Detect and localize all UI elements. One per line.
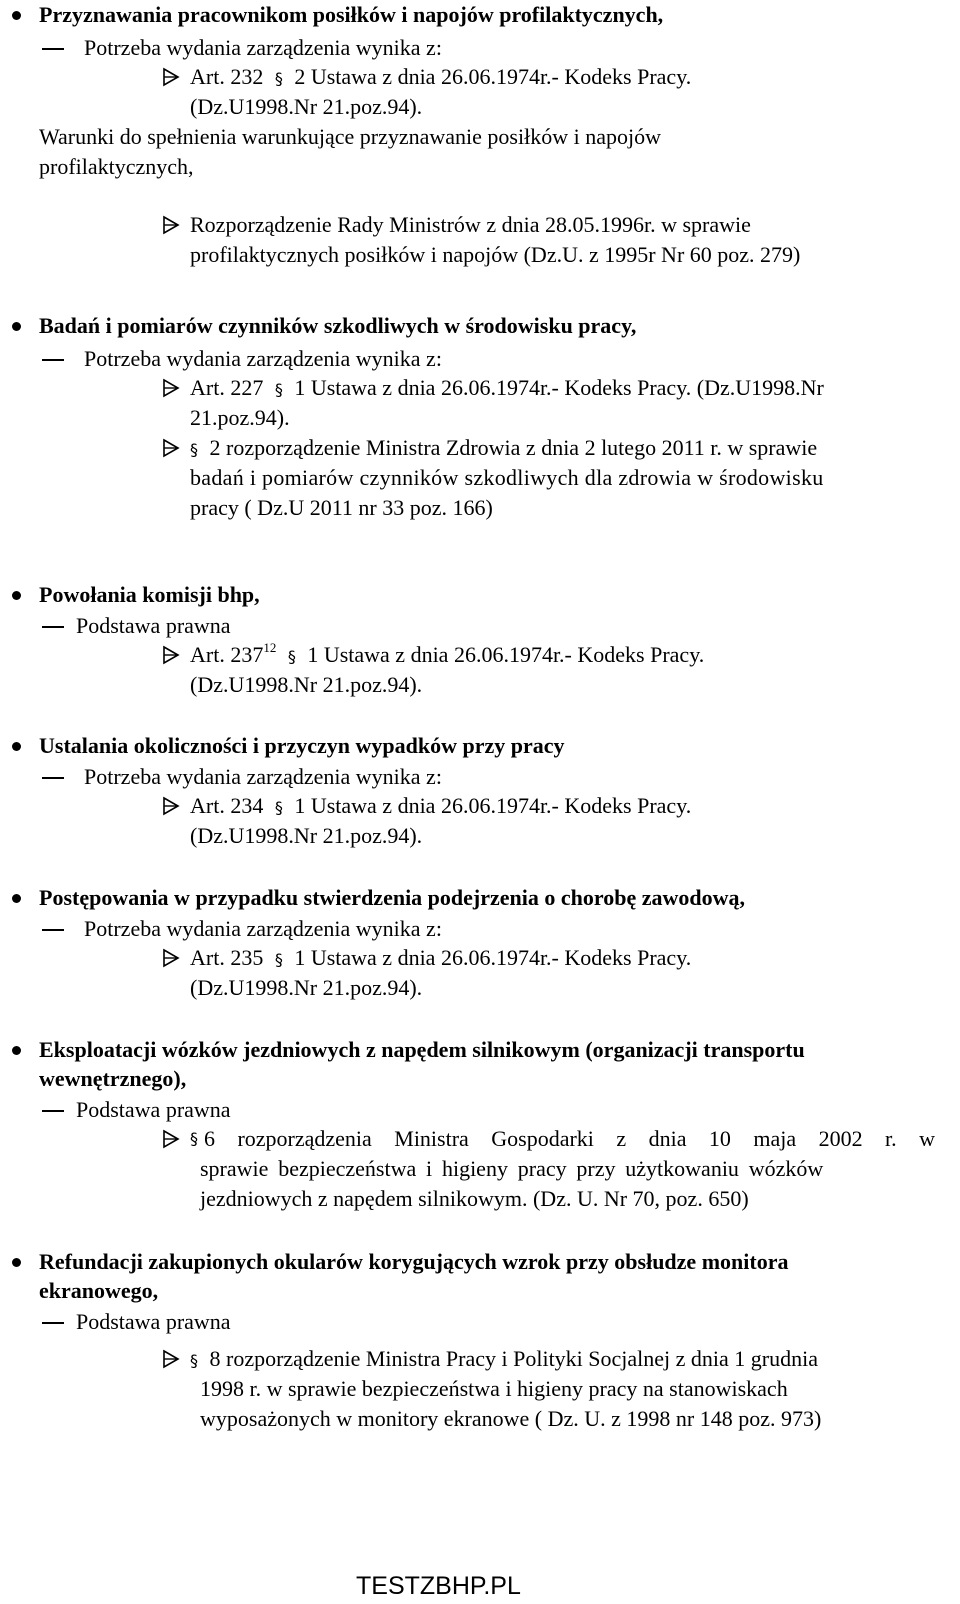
- article-superscript: 12: [263, 639, 277, 655]
- section-subheading: Podstawa prawna: [76, 613, 231, 638]
- section-sign-icon: §: [274, 69, 283, 88]
- article-text: 2 rozporządzenie Ministra Zdrowia z dnia 2 lutego 2011 r. w sprawie: [209, 435, 818, 460]
- arrow-bullet-icon: [162, 438, 180, 458]
- arrow-bullet-icon: [162, 1129, 180, 1149]
- article-number: Art. 234: [190, 793, 264, 818]
- article-text: 1 Ustawa z dnia 26.06.1974r.- Kodeks Pracy.: [294, 945, 692, 970]
- section-heading: Przyznawania pracownikom posiłków i napojów profilaktycznych,: [39, 2, 664, 27]
- arrow-bullet-icon: [162, 215, 180, 235]
- section-heading: Postępowania w przypadku stwierdzenia podejrzenia o chorobę zawodową,: [39, 885, 746, 910]
- section-heading: Eksploatacji wózków jezdniowych z napędem silnikowym (organizacji transportu: [39, 1037, 805, 1062]
- section-subheading: Potrzeba wydania zarządzenia wynika z:: [84, 346, 442, 371]
- dash-icon: [42, 626, 64, 628]
- legal-reference-continuation: sprawie bezpieczeństwa i higieny pracy przy użytkowaniu wózków: [200, 1156, 824, 1181]
- arrow-bullet-icon: [162, 948, 180, 968]
- legal-reference: [190, 433, 817, 465]
- legal-reference: [190, 373, 824, 405]
- section-sign-icon: §: [274, 380, 283, 399]
- legal-reference-continuation: 1998 r. w sprawie bezpieczeństwa i higieny pracy na stanowiskach: [200, 1376, 788, 1401]
- legal-reference: [190, 1344, 818, 1376]
- article-text: 1 Ustawa z dnia 26.06.1974r.- Kodeks Pracy.: [294, 793, 692, 818]
- section-sign-icon: §: [190, 1129, 198, 1148]
- legal-reference-continuation: (Dz.U1998.Nr 21.poz.94).: [190, 94, 423, 119]
- legal-reference-continuation: profilaktycznych posiłków i napojów (Dz.U. z 1995r Nr 60 poz. 279): [190, 242, 801, 267]
- article-text: 6 rozporządzenia Ministra Gospodarki z dnia 10 maja 2002 r. w: [204, 1126, 935, 1151]
- dash-icon: [42, 359, 64, 361]
- section-subheading: Podstawa prawna: [76, 1309, 231, 1334]
- article-number: Art. 227: [190, 375, 264, 400]
- article-text: 2 Ustawa z dnia 26.06.1974r.- Kodeks Pracy.: [294, 64, 692, 89]
- section-sign-icon: §: [287, 647, 296, 666]
- dash-icon: [42, 1110, 64, 1112]
- arrow-bullet-icon: [162, 645, 180, 665]
- section-heading: Ustalania okoliczności i przyczyn wypadków przy pracy: [39, 733, 565, 758]
- legal-reference: [190, 640, 704, 672]
- section-subheading: Potrzeba wydania zarządzenia wynika z:: [84, 916, 442, 941]
- legal-reference-continuation: (Dz.U1998.Nr 21.poz.94).: [190, 672, 423, 697]
- section-heading-continuation: ekranowego,: [39, 1278, 159, 1303]
- section-heading: Powołania komisji bhp,: [39, 582, 260, 607]
- section-sign-icon: §: [274, 798, 283, 817]
- section-subheading: Podstawa prawna: [76, 1097, 231, 1122]
- bullet-icon: [12, 1046, 21, 1055]
- section-sign-icon: §: [190, 440, 198, 459]
- bullet-icon: [12, 742, 21, 751]
- arrow-bullet-icon: [162, 378, 180, 398]
- legal-reference: [190, 791, 691, 823]
- legal-reference: [190, 62, 691, 94]
- dash-icon: [42, 48, 64, 50]
- section-sign-icon: §: [274, 950, 283, 969]
- legal-reference-continuation: pracy ( Dz.U 2011 nr 33 poz. 166): [190, 495, 493, 520]
- bullet-icon: [12, 591, 21, 600]
- dash-icon: [42, 929, 64, 931]
- bullet-icon: [12, 1258, 21, 1267]
- article-text: 1 Ustawa z dnia 26.06.1974r.- Kodeks Pracy. (Dz.U1998.Nr: [294, 375, 824, 400]
- legal-reference: Rozporządzenie Rady Ministrów z dnia 28.05.1996r. w sprawie: [190, 212, 751, 237]
- article-text: 1 Ustawa z dnia 26.06.1974r.- Kodeks Pracy.: [307, 642, 705, 667]
- arrow-bullet-icon: [162, 67, 180, 87]
- legal-reference-continuation: wyposażonych w monitory ekranowe ( Dz. U. z 1998 nr 148 poz. 973): [200, 1406, 822, 1431]
- footer-watermark: TESTZBHP.PL: [356, 1572, 521, 1600]
- legal-reference-continuation: 21.poz.94).: [190, 405, 290, 430]
- article-number: Art. 235: [190, 945, 264, 970]
- legal-reference: [190, 943, 691, 975]
- section-heading: Badań i pomiarów czynników szkodliwych w środowisku pracy,: [39, 313, 637, 338]
- bullet-icon: [12, 11, 21, 20]
- bullet-icon: [12, 322, 21, 331]
- section-note: Warunki do spełnienia warunkujące przyznawanie posiłków i napojów: [39, 124, 661, 149]
- article-text: 8 rozporządzenie Ministra Pracy i Polityki Socjalnej z dnia 1 grudnia: [209, 1346, 819, 1371]
- section-subheading: Potrzeba wydania zarządzenia wynika z:: [84, 764, 442, 789]
- section-note: profilaktycznych,: [39, 154, 194, 179]
- article-number: Art. 237: [190, 642, 264, 667]
- arrow-bullet-icon: [162, 796, 180, 816]
- bullet-icon: [12, 894, 21, 903]
- section-sign-icon: §: [190, 1351, 198, 1370]
- section-heading-continuation: wewnętrznego),: [39, 1066, 187, 1091]
- legal-reference-continuation: (Dz.U1998.Nr 21.poz.94).: [190, 975, 423, 1000]
- article-number: Art. 232: [190, 64, 264, 89]
- section-subheading: Potrzeba wydania zarządzenia wynika z:: [84, 35, 442, 60]
- arrow-bullet-icon: [162, 1349, 180, 1369]
- dash-icon: [42, 1322, 64, 1324]
- section-heading: Refundacji zakupionych okularów korygujących wzrok przy obsłudze monitora: [39, 1249, 789, 1274]
- legal-reference: [190, 1124, 935, 1154]
- legal-reference-continuation: (Dz.U1998.Nr 21.poz.94).: [190, 823, 423, 848]
- legal-reference-continuation: badań i pomiarów czynników szkodliwych dla zdrowia w środowisku: [190, 465, 824, 490]
- dash-icon: [42, 777, 64, 779]
- legal-reference-continuation: jezdniowych z napędem silnikowym. (Dz. U. Nr 70, poz. 650): [200, 1186, 749, 1211]
